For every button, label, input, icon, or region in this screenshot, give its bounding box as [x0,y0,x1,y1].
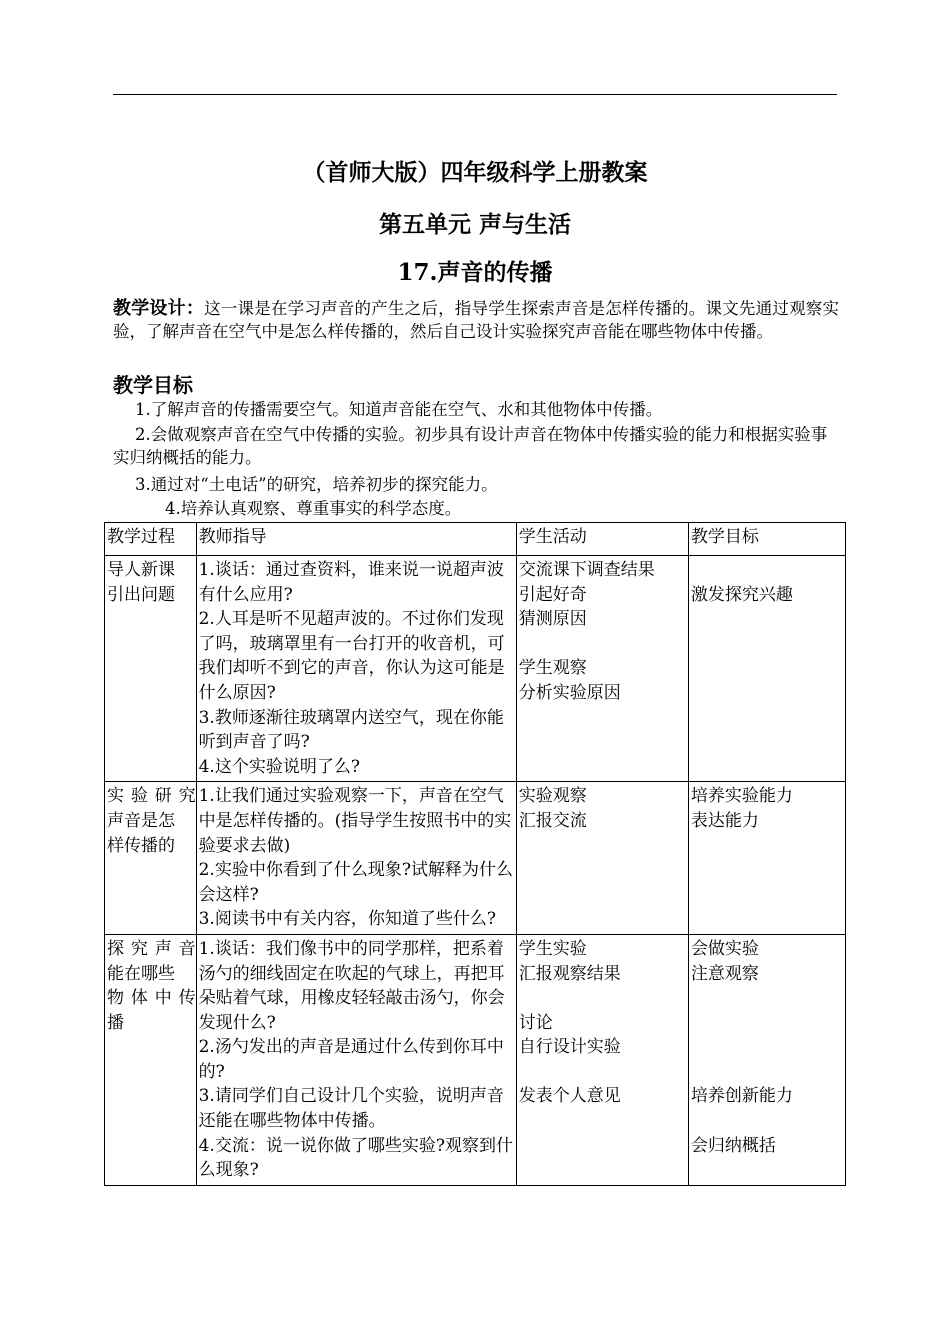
document-title: （首师大版）四年级科学上册教案 [302,159,648,186]
process-line: 播 [107,1012,124,1033]
student-line: 讨论 [518,1012,553,1033]
goals-heading: 教学目标 [113,373,193,397]
process-cell [105,556,197,782]
student-cell [516,782,688,935]
goal-line: 表达能力 [690,810,759,831]
teacher-line: 4.交流：说一说你做了哪些实验?观察到什么现象? [198,1135,513,1181]
process-cell [105,934,197,1185]
design-label: 教学设计： [113,298,205,319]
teacher-line: 1.谈话：我们像书中的同学那样，把系着汤勺的细线固定在吹起的气球上，再把耳朵贴着气球，用橡皮轻轻敲击汤勺，你会发现什么? [198,938,505,1033]
student-line: 交流课下调查结果 [518,560,655,580]
goal-item-4: 4.培养认真观察、尊重事实的科学态度。 [165,499,462,518]
goal-line: 会归纳概括 [690,1135,776,1156]
table-row [105,782,846,935]
teacher-line: 3.教师逐渐往玻璃罩内送空气，现在你能听到声音了吗? [198,707,504,753]
goal-line [691,1109,845,1134]
student-line: 汇报交流 [518,810,587,831]
student-line [519,1060,688,1085]
teacher-line: 3.请同学们自己设计几个实验，说明声音还能在哪些物体中传播。 [198,1086,504,1132]
student-line: 汇报观察结果 [518,963,621,984]
lesson-title: 17.声音的传播 [397,259,553,286]
process-line: 能在哪些 [107,963,175,984]
goal-line: 注意观察 [690,963,759,984]
header-goal: 教学目标 [688,523,845,556]
table-row [105,934,846,1185]
process-line: 引出问题 [107,584,175,605]
goal-cell [688,782,845,935]
student-line: 学生实验 [518,938,587,959]
process-line: 实验研究 [107,786,196,807]
teacher-line: 4.这个实验说明了么? [198,756,360,777]
student-line: 猜测原因 [518,609,587,630]
goal-line: 培养创新能力 [690,1086,793,1107]
process-line: 样传播的 [107,835,175,856]
lesson-plan-table [104,522,846,1186]
student-line: 发表个人意见 [518,1086,621,1107]
student-line [519,986,688,1011]
goal-line: 培养实验能力 [690,786,793,807]
student-line [519,632,688,657]
design-paragraph [113,298,839,343]
process-line: 物体中传 [107,988,196,1009]
teacher-line: 2.人耳是听不见超声波的。不过你们发现了吗，玻璃罩里有一台打开的收音机，可我们却听不到它的声音，你认为这可能是什么原因? [198,609,505,703]
teacher-cell [196,556,516,782]
student-line: 实验观察 [518,786,587,807]
teacher-line: 1.谈话：通过查资料，谁来说一说超声波有什么应用? [198,560,504,605]
goal-line [691,1011,845,1036]
process-line: 探究声音 [107,938,196,959]
student-line: 学生观察 [518,658,587,679]
student-line: 自行设计实验 [518,1037,621,1058]
process-line: 导人新课 [107,560,175,580]
process-cell [105,782,197,935]
goal-line [691,1060,845,1085]
header-teacher: 教师指导 [196,523,516,556]
header-rule [113,94,837,95]
student-line: 引起好奇 [518,584,587,605]
unit-title: 第五单元 声与生活 [378,211,571,238]
process-line: 声音是怎 [107,810,175,831]
table-row [105,556,846,782]
goal-line [691,986,845,1011]
teacher-cell [196,782,516,935]
student-cell [516,556,688,782]
goal-item-3: 3.通过对“土电话”的研究，培养初步的探究能力。 [135,475,498,494]
goal-item-1: 1.了解声音的传播需要空气。知道声音能在空气、水和其他物体中传播。 [135,400,663,419]
goal-cell [688,934,845,1185]
goal-line [691,1035,845,1060]
goal-line [691,558,845,583]
teacher-line: 1.让我们通过实验观察一下，声音在空气中是怎样传播的。(指导学生按照书中的实验要求去做) [198,786,512,856]
header-student: 学生活动 [516,523,688,556]
goal-cell [688,556,845,782]
teacher-line: 2.实验中你看到了什么现象?试解释为什么会这样? [198,860,513,905]
goal-item-2: 2.会做观察声音在空气中传播的实验。初步具有设计声音在物体中传播实验的能力和根据实验事实归纳概括的能力。 [113,425,828,467]
teacher-line: 2.汤勺发出的声音是通过什么传到你耳中的? [198,1037,504,1082]
goal-line: 激发探究兴趣 [690,584,793,605]
goal-line: 会做实验 [690,938,759,959]
student-line: 分析实验原因 [518,682,621,703]
teacher-cell [196,934,516,1185]
teacher-line: 3.阅读书中有关内容，你知道了些什么? [198,909,496,930]
student-cell [516,934,688,1185]
design-text: 这一课是在学习声音的产生之后，指导学生探索声音是怎样传播的。课文先通过观察实验，了解声音在空气中是怎么样传播的，然后自己设计实验探究声音能在哪些物体中传播。 [113,299,840,341]
table-header-row [105,523,846,556]
header-process: 教学过程 [105,523,197,556]
